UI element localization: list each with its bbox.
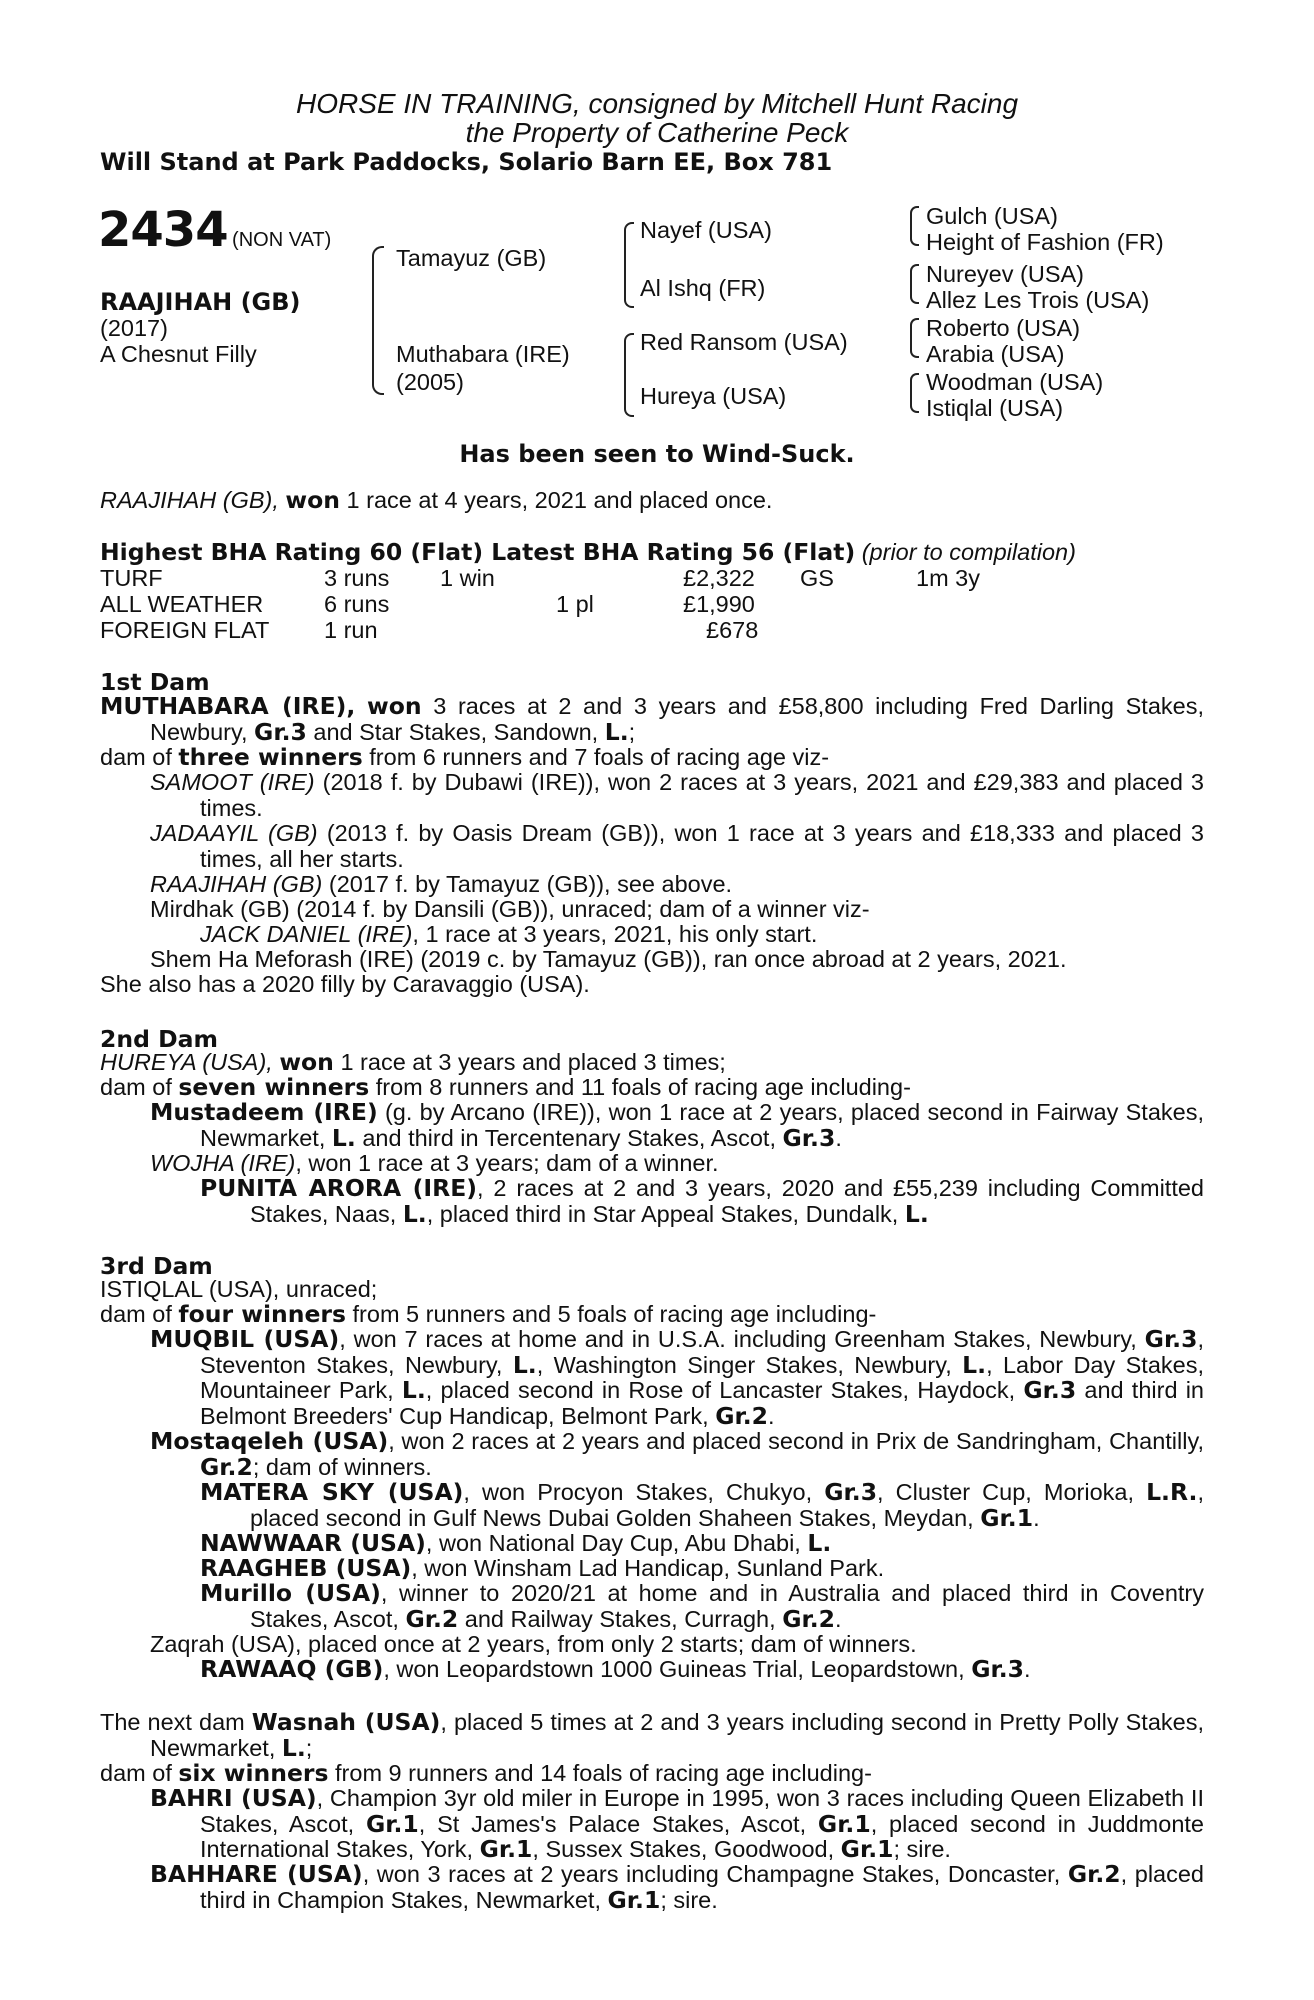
grade-label: Gr.3 bbox=[254, 717, 307, 746]
next-dam-damof bbox=[100, 1761, 872, 1787]
offspring-name: Murillo (USA) bbox=[200, 1579, 381, 1607]
pedigree-sss: Gulch (USA) bbox=[926, 203, 1058, 229]
offspring-text: , placed third in Star Appeal Stakes, Dundalk, bbox=[426, 1200, 905, 1227]
damof-text: from 9 runners and 14 foals of racing age including- bbox=[328, 1760, 872, 1786]
offspring-text: , placed third in Champion Stakes, Newmarket, bbox=[200, 1861, 1204, 1913]
damof-winners: seven winners bbox=[178, 1073, 370, 1101]
offspring-text: , won Winsham Lad Handicap, Sunland Park. bbox=[411, 1555, 885, 1581]
offspring-name: MATERA SKY (USA) bbox=[200, 1478, 464, 1506]
ratings-heading-row bbox=[100, 540, 1076, 566]
dam2-offspring-2 bbox=[150, 1151, 719, 1177]
dam3-record: ISTIQLAL (USA), unraced; bbox=[100, 1276, 378, 1302]
horse-year: (2017) bbox=[100, 315, 168, 341]
pedigree-ddd: Istiqlal (USA) bbox=[926, 395, 1064, 421]
dam1-text: 3 races at 2 and 3 years and £58,800 including Fred Darling Stakes, Newbury, bbox=[150, 693, 1205, 745]
offspring-text: , won 1 race at 3 years; dam of a winner. bbox=[295, 1150, 719, 1176]
dam2-heading: 2nd Dam bbox=[100, 1025, 218, 1053]
pedigree-brace-1 bbox=[372, 246, 384, 395]
race-summary bbox=[100, 488, 772, 514]
offspring-text: ; sire. bbox=[893, 1836, 951, 1862]
next-dam-record bbox=[100, 1710, 1204, 1761]
vat-status: (NON VAT) bbox=[232, 229, 332, 251]
pedigree-brace-3 bbox=[624, 333, 634, 417]
grade-label: Gr.1 bbox=[479, 1835, 533, 1863]
offspring-text: (g. by Arcano (IRE)), won 1 race at 2 years, placed second in Fairway Stakes, Newmarket, bbox=[200, 1099, 1204, 1151]
offspring-name: SAMOOT (IRE) bbox=[150, 769, 315, 795]
dam1-heading: 1st Dam bbox=[100, 668, 210, 696]
offspring-text: , Labor Day Stakes, Mountaineer Park, bbox=[200, 1351, 1204, 1403]
offspring-name: BAHHARE (USA) bbox=[150, 1860, 363, 1888]
dam3-damof bbox=[100, 1302, 876, 1328]
offspring-text: ; sire. bbox=[660, 1886, 718, 1913]
dam1-text: ; bbox=[628, 718, 636, 745]
offspring-name: RAAJIHAH (GB) bbox=[150, 871, 323, 897]
next-dam-name: Wasnah (USA) bbox=[251, 1708, 441, 1736]
dam3-heading: 3rd Dam bbox=[100, 1252, 213, 1280]
next-dam-text: The next dam bbox=[100, 1709, 252, 1735]
grade-label: Gr.3 bbox=[1023, 1376, 1077, 1404]
ratings-going: GS bbox=[800, 565, 834, 591]
header-line-1: HORSE IN TRAINING, consigned by Mitchell Hunt Racing bbox=[295, 88, 1019, 119]
ratings-type: FOREIGN FLAT bbox=[100, 617, 270, 643]
ratings-placed: 1 pl bbox=[556, 591, 594, 617]
lot-number: 2434 bbox=[98, 202, 228, 258]
dam1-won: won bbox=[367, 692, 422, 720]
lot-number-row bbox=[98, 202, 331, 258]
grade-label: L. bbox=[402, 1199, 427, 1228]
header-line-3: Will Stand at Park Paddocks, Solario Barn EE, Box 781 bbox=[100, 148, 833, 176]
pedigree-sire: Tamayuz (GB) bbox=[396, 245, 547, 271]
ratings-runs: 3 runs bbox=[324, 565, 390, 591]
offspring-text: and third in Tercentenary Stakes, Ascot, bbox=[355, 1124, 783, 1151]
offspring-text: , Sussex Stakes, Goodwood, bbox=[532, 1836, 841, 1862]
horse-description: A Chesnut Filly bbox=[100, 341, 257, 367]
dam1-name: MUTHABARA (IRE), bbox=[100, 692, 356, 720]
pedigree-dss: Roberto (USA) bbox=[926, 315, 1081, 341]
damof-winners: four winners bbox=[178, 1300, 346, 1328]
dam2-name: HUREYA (USA), bbox=[100, 1049, 273, 1075]
offspring-text: , placed second in Rose of Lancaster Stakes, Haydock, bbox=[425, 1377, 1024, 1403]
offspring-text: , won 3 races at 2 years including Champagne Stakes, Doncaster, bbox=[362, 1861, 1068, 1887]
dam2-won: won bbox=[279, 1048, 334, 1076]
dam1-record bbox=[100, 694, 1204, 745]
ratings-distance: 1m 3y bbox=[916, 565, 980, 591]
offspring-text: and Railway Stakes, Curragh, bbox=[458, 1605, 783, 1632]
pedigree-brace-2 bbox=[624, 222, 634, 308]
dam3-offspring-muqbil bbox=[150, 1327, 1204, 1429]
header-line-2: the Property of Catherine Peck bbox=[465, 117, 849, 148]
next-dam-offspring-bahri bbox=[150, 1786, 1204, 1863]
dam1-text: and Star Stakes, Sandown, bbox=[306, 718, 605, 745]
pedigree-dam-year: (2005) bbox=[396, 369, 464, 395]
pedigree-dd: Hureya (USA) bbox=[640, 383, 787, 409]
offspring-text: , Steventon Stakes, Newbury, bbox=[200, 1326, 1204, 1378]
grade-label: L. bbox=[512, 1350, 537, 1379]
ratings-type: TURF bbox=[100, 565, 163, 591]
damof-text: dam of bbox=[100, 1074, 179, 1100]
wind-suck-note: Has been seen to Wind-Suck. bbox=[459, 440, 855, 468]
offspring-name: Mostaqeleh (USA) bbox=[150, 1427, 389, 1455]
pedigree-brace-5 bbox=[910, 264, 919, 304]
horse-name: RAAJIHAH (GB) bbox=[100, 288, 301, 316]
dam1-offspring-6: She also has a 2020 filly by Caravaggio (USA). bbox=[100, 971, 590, 997]
pedigree-sd: Al Ishq (FR) bbox=[640, 275, 766, 301]
offspring-text: , won Procyon Stakes, Chukyo, bbox=[463, 1479, 825, 1505]
summary-horse-name: RAAJIHAH (GB), bbox=[100, 487, 279, 513]
pedigree-dds: Woodman (USA) bbox=[926, 369, 1104, 395]
dam2-offspring-2a bbox=[200, 1176, 1204, 1227]
offspring-text: (2013 f. by Oasis Dream (GB)), won 1 race at 3 years and £18,333 and placed 3 times, all her starts. bbox=[200, 820, 1204, 872]
dam2-text: 1 race at 3 years and placed 3 times; bbox=[333, 1049, 726, 1075]
pedigree-brace-7 bbox=[910, 373, 919, 413]
grade-label: Gr.2 bbox=[200, 1452, 253, 1481]
dam3-offspring-matera-sky bbox=[200, 1480, 1204, 1531]
offspring-text: . bbox=[1033, 1504, 1040, 1531]
ratings-type: ALL WEATHER bbox=[100, 591, 264, 617]
ratings-runs: 6 runs bbox=[324, 591, 390, 617]
damof-winners: six winners bbox=[178, 1759, 329, 1787]
offspring-text: . bbox=[835, 1124, 842, 1151]
offspring-text: (2018 f. by Dubawi (IRE)), won 2 races at 3 years, 2021 and £29,383 and placed 3 times. bbox=[200, 769, 1204, 821]
grade-label: L. bbox=[331, 1123, 356, 1152]
dam3-offspring-raagheb bbox=[200, 1556, 884, 1582]
grade-label: Gr.3 bbox=[824, 1478, 878, 1506]
offspring-name: NAWWAAR (USA) bbox=[200, 1529, 426, 1557]
pedigree-sds: Nureyev (USA) bbox=[926, 261, 1085, 287]
damof-text: from 5 runners and 5 foals of racing age including- bbox=[346, 1301, 877, 1327]
dam2-offspring-1 bbox=[150, 1100, 1204, 1151]
offspring-text: , Cluster Cup, Morioka, bbox=[877, 1479, 1147, 1505]
dam3-offspring-murillo bbox=[200, 1581, 1204, 1632]
damof-text: from 6 runners and 7 foals of racing age viz- bbox=[362, 744, 830, 770]
dam1-damof bbox=[100, 745, 829, 771]
offspring-text: , Champion 3yr old miler in Europe in 1995, won 3 races including Queen Elizabeth II Stakes, Ascot, bbox=[200, 1785, 1204, 1837]
offspring-name: RAWAAQ (GB) bbox=[200, 1655, 384, 1683]
pedigree-ss: Nayef (USA) bbox=[640, 217, 772, 243]
ratings-money: £2,322 bbox=[683, 565, 755, 591]
grade-label: Gr.2 bbox=[405, 1604, 459, 1633]
offspring-text: ; dam of winners. bbox=[252, 1453, 432, 1480]
dam1-offspring-1 bbox=[150, 770, 1204, 821]
grade-label: L.R. bbox=[1146, 1478, 1198, 1506]
summary-won: won bbox=[285, 486, 341, 514]
offspring-text: . bbox=[1024, 1656, 1031, 1682]
dam3-offspring-rawaaq bbox=[200, 1657, 1031, 1683]
offspring-name: WOJHA (IRE) bbox=[150, 1150, 296, 1176]
dam3-offspring-zaqrah: Zaqrah (USA), placed once at 2 years, from only 2 starts; dam of winners. bbox=[150, 1631, 917, 1657]
offspring-text: , won 2 races at 2 years and placed second in Prix de Sandringham, Chantilly, bbox=[388, 1428, 1204, 1454]
next-dam-text: , placed 5 times at 2 and 3 years including second in Pretty Polly Stakes, Newmarket, bbox=[150, 1709, 1204, 1761]
ratings-wins: 1 win bbox=[440, 565, 495, 591]
damof-text: dam of bbox=[100, 744, 179, 770]
next-dam-text: ; bbox=[305, 1734, 313, 1761]
dam2-damof bbox=[100, 1075, 911, 1101]
ratings-runs: 1 run bbox=[324, 617, 378, 643]
dam3-offspring-mostaqeleh bbox=[150, 1429, 1204, 1480]
grade-label: Gr.2 bbox=[782, 1604, 835, 1633]
offspring-text: , won National Day Cup, Abu Dhabi, bbox=[425, 1530, 808, 1556]
offspring-text: , won 7 races at home and in U.S.A. including Greenham Stakes, Newbury, bbox=[339, 1326, 1145, 1352]
grade-label: Gr.2 bbox=[715, 1401, 769, 1430]
grade-label: L. bbox=[904, 1199, 929, 1228]
ratings-note: (prior to compilation) bbox=[861, 539, 1076, 565]
damof-text: dam of bbox=[100, 1760, 179, 1786]
offspring-text: , 2 races at 2 and 3 years, 2020 and £55,239 including Committed Stakes, Naas, bbox=[250, 1175, 1204, 1227]
dam2-record bbox=[100, 1050, 726, 1076]
offspring-name: PUNITA ARORA (IRE) bbox=[200, 1174, 478, 1202]
offspring-text: , 1 race at 3 years, 2021, his only start. bbox=[412, 921, 818, 947]
offspring-name: JACK DANIEL (IRE) bbox=[200, 921, 413, 947]
grade-label: Gr.1 bbox=[365, 1809, 419, 1838]
grade-label: L. bbox=[807, 1529, 832, 1557]
offspring-text: , winner to 2020/21 at home and in Australia and placed third in Coventry Stakes, Ascot, bbox=[250, 1580, 1204, 1632]
dam1-offspring-3 bbox=[150, 872, 732, 898]
offspring-name: RAAGHEB (USA) bbox=[200, 1554, 412, 1582]
grade-label: Gr.2 bbox=[1067, 1860, 1121, 1888]
damof-winners: three winners bbox=[178, 743, 363, 771]
offspring-text: . bbox=[835, 1605, 842, 1632]
offspring-name: BAHRI (USA) bbox=[150, 1784, 317, 1812]
grade-label: Gr.1 bbox=[840, 1835, 894, 1863]
grade-label: Gr.3 bbox=[1144, 1325, 1198, 1353]
damof-text: dam of bbox=[100, 1301, 179, 1327]
grade-label: L. bbox=[604, 717, 629, 746]
dam1-offspring-2 bbox=[150, 821, 1204, 872]
grade-label: Gr.1 bbox=[817, 1809, 871, 1838]
damof-text: from 8 runners and 11 foals of racing age including- bbox=[369, 1074, 911, 1100]
summary-text: 1 race at 4 years, 2021 and placed once. bbox=[346, 487, 773, 513]
offspring-text: , Washington Singer Stakes, Newbury, bbox=[536, 1351, 963, 1378]
pedigree-brace-6 bbox=[910, 318, 919, 358]
offspring-text: (2017 f. by Tamayuz (GB)), see above. bbox=[322, 871, 733, 897]
grade-label: L. bbox=[401, 1376, 426, 1404]
dam3-offspring-nawwaar bbox=[200, 1531, 831, 1557]
grade-label: Gr.3 bbox=[971, 1655, 1024, 1683]
ratings-heading: Highest BHA Rating 60 (Flat) Latest BHA Rating 56 (Flat) bbox=[100, 538, 856, 566]
ratings-money: £678 bbox=[706, 617, 759, 643]
pedigree-dsd: Arabia (USA) bbox=[926, 341, 1065, 367]
dam1-offspring-4a bbox=[200, 922, 817, 948]
pedigree-ssd: Height of Fashion (FR) bbox=[926, 229, 1164, 255]
grade-label: L. bbox=[281, 1733, 306, 1762]
next-dam-offspring-bahhare bbox=[150, 1862, 1204, 1913]
dam1-offspring-5: Shem Ha Meforash (IRE) (2019 c. by Tamayuz (GB)), ran once abroad at 2 years, 2021. bbox=[150, 946, 1067, 972]
grade-label: Gr.1 bbox=[607, 1885, 661, 1914]
ratings-money: £1,990 bbox=[683, 591, 755, 617]
offspring-text: , placed second in Gulf News Dubai Golden Shaheen Stakes, Meydan, bbox=[250, 1479, 1204, 1531]
offspring-text: and third in Belmont Breeders' Cup Handicap, Belmont Park, bbox=[200, 1377, 1204, 1429]
offspring-text: , St James's Palace Stakes, Ascot, bbox=[418, 1810, 818, 1837]
dam1-offspring-4: Mirdhak (GB) (2014 f. by Dansili (GB)), unraced; dam of a winner viz- bbox=[150, 896, 870, 922]
offspring-name: MUQBIL (USA) bbox=[150, 1325, 340, 1353]
grade-label: L. bbox=[962, 1350, 987, 1379]
pedigree-ds: Red Ransom (USA) bbox=[640, 329, 848, 355]
pedigree-sdd: Allez Les Trois (USA) bbox=[926, 287, 1150, 313]
offspring-text: . bbox=[768, 1402, 775, 1429]
offspring-text: , won Leopardstown 1000 Guineas Trial, Leopardstown, bbox=[383, 1656, 972, 1682]
grade-label: Gr.1 bbox=[980, 1503, 1034, 1532]
pedigree-brace-4 bbox=[910, 206, 919, 246]
offspring-name: JADAAYIL (GB) bbox=[150, 820, 318, 846]
offspring-text: , placed second in Juddmonte International Stakes, York, bbox=[200, 1810, 1204, 1862]
grade-label: Gr.3 bbox=[782, 1123, 836, 1152]
offspring-name: Mustadeem (IRE) bbox=[150, 1098, 378, 1126]
pedigree-dam: Muthabara (IRE) bbox=[396, 341, 570, 367]
